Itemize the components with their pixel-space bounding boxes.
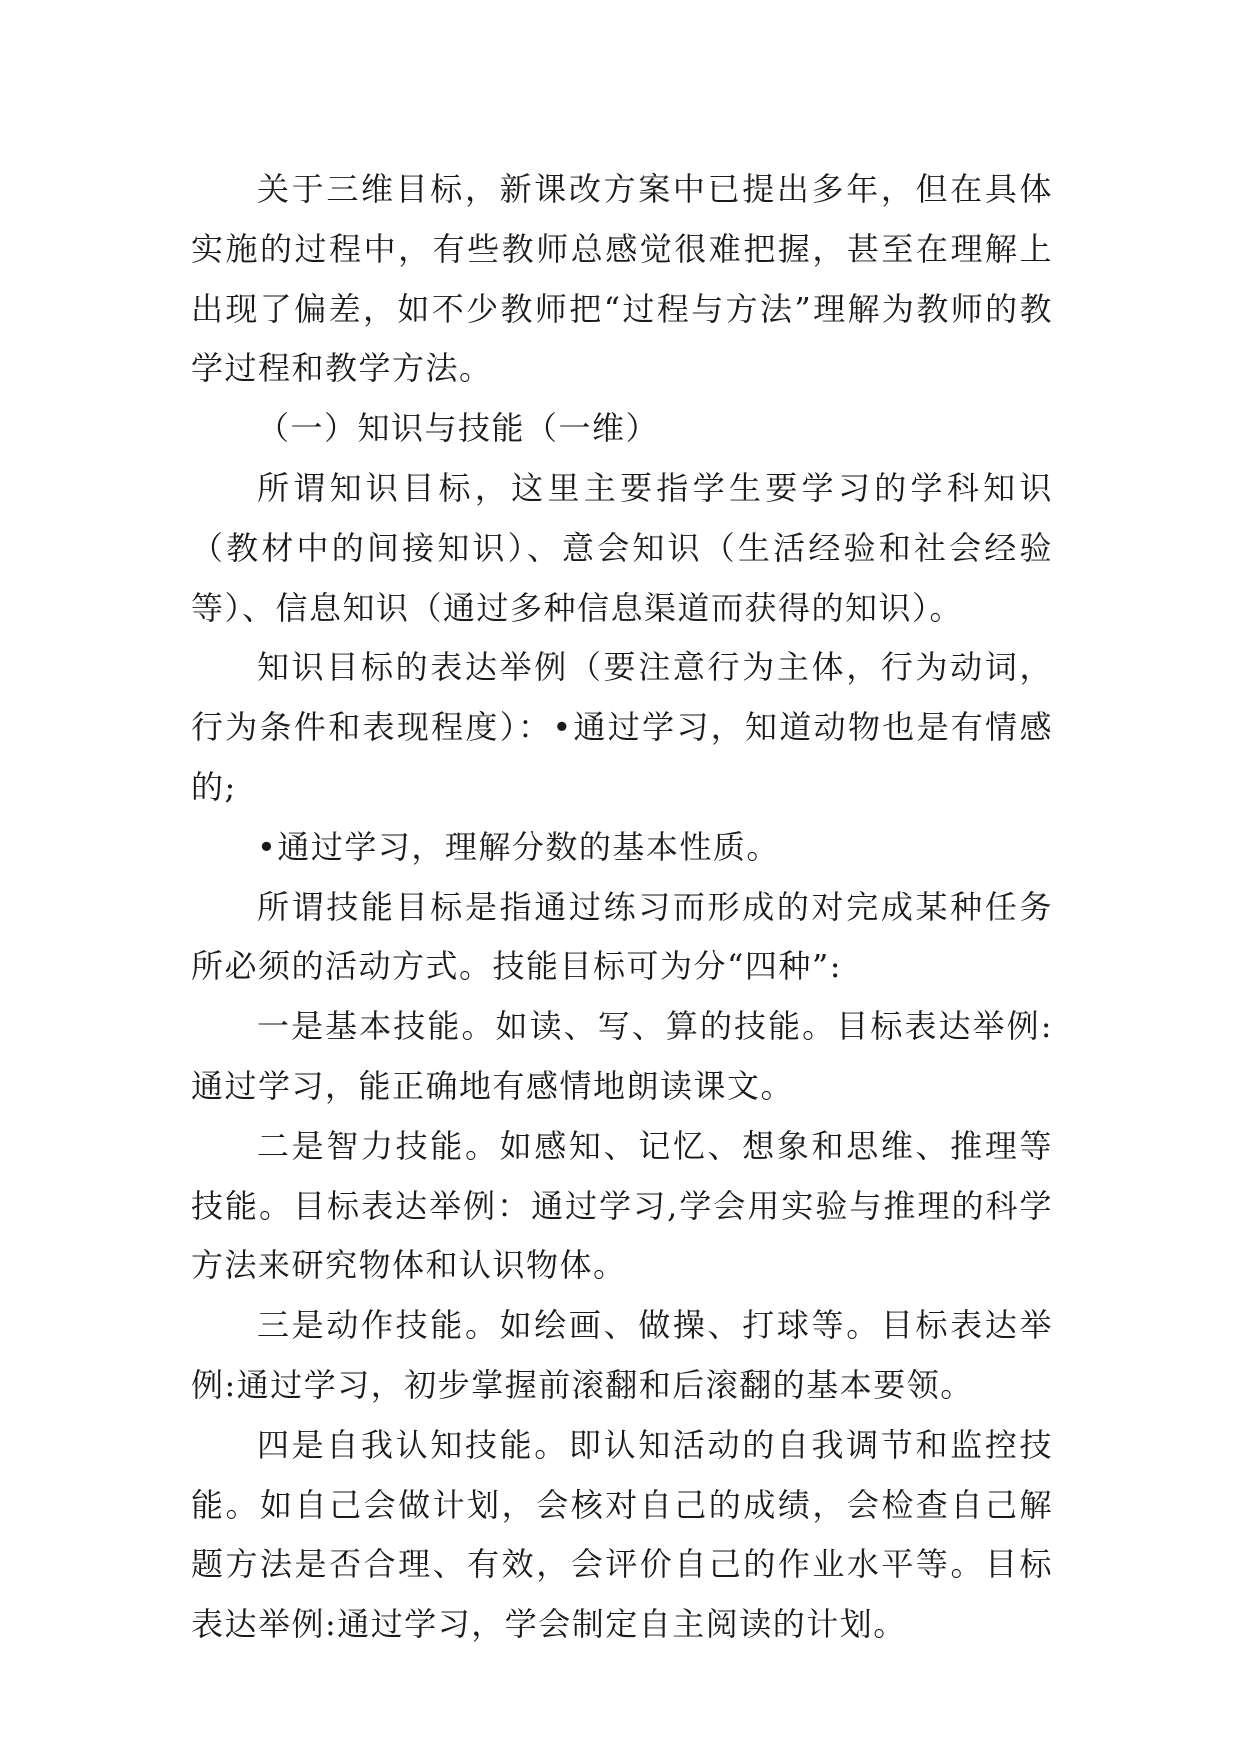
- paragraph-knowledge-example-bullet: •通过学习，理解分数的基本性质。: [257, 827, 780, 866]
- paragraph-motor-skill: 三是动作技能。如绘画、做操、打球等。目标表达举例:通过学习，初步掌握前滚翻和后滚翻的基本要领。: [191, 1306, 1053, 1404]
- paragraph-knowledge-example: 知识目标的表达举例（要注意行为主体，行为动词，行为条件和表现程度）：•通过学习，知道动物也是有情感的;: [191, 648, 1053, 806]
- paragraph-intro: 关于三维目标，新课改方案中已提出多年，但在具体实施的过程中，有些教师总感觉很难把握，甚至在理解上出现了偏差，如不少教师把“过程与方法”理解为教师的教学过程和教学方法。: [191, 170, 1053, 388]
- paragraph-skill-goal: 所谓技能目标是指通过练习而形成的对完成某种任务所必须的活动方式。技能目标可为分“四种”:: [191, 887, 1053, 986]
- section-heading-knowledge-skills: （一）知识与技能（一维）: [257, 409, 660, 448]
- paragraph-basic-skill: 一是基本技能。如读、写、算的技能。目标表达举例:通过学习，能正确地有感情地朗读课文。: [191, 1007, 1053, 1105]
- paragraph-knowledge-goal: 所谓知识目标，这里主要指学生要学习的学科知识（教材中的间接知识）、意会知识（生活经验和社会经验等）、信息知识（通过多种信息渠道而获得的知识）。: [191, 468, 1053, 627]
- paragraph-self-cognitive-skill: 四是自我认知技能。即认知活动的自我调节和监控技能。如自己会做计划，会核对自己的成绩，会检查自己解题方法是否合理、有效，会评价自己的作业水平等。目标表达举例:通过学习，学会制定自主阅读的计划。: [191, 1425, 1053, 1644]
- document-body: [191, 160, 1053, 1655]
- paragraph-intellectual-skill: 二是智力技能。如感知、记忆、想象和思维、推理等技能。目标表达举例：通过学习,学会用实验与推理的科学方法来研究物体和认识物体。: [191, 1126, 1053, 1285]
